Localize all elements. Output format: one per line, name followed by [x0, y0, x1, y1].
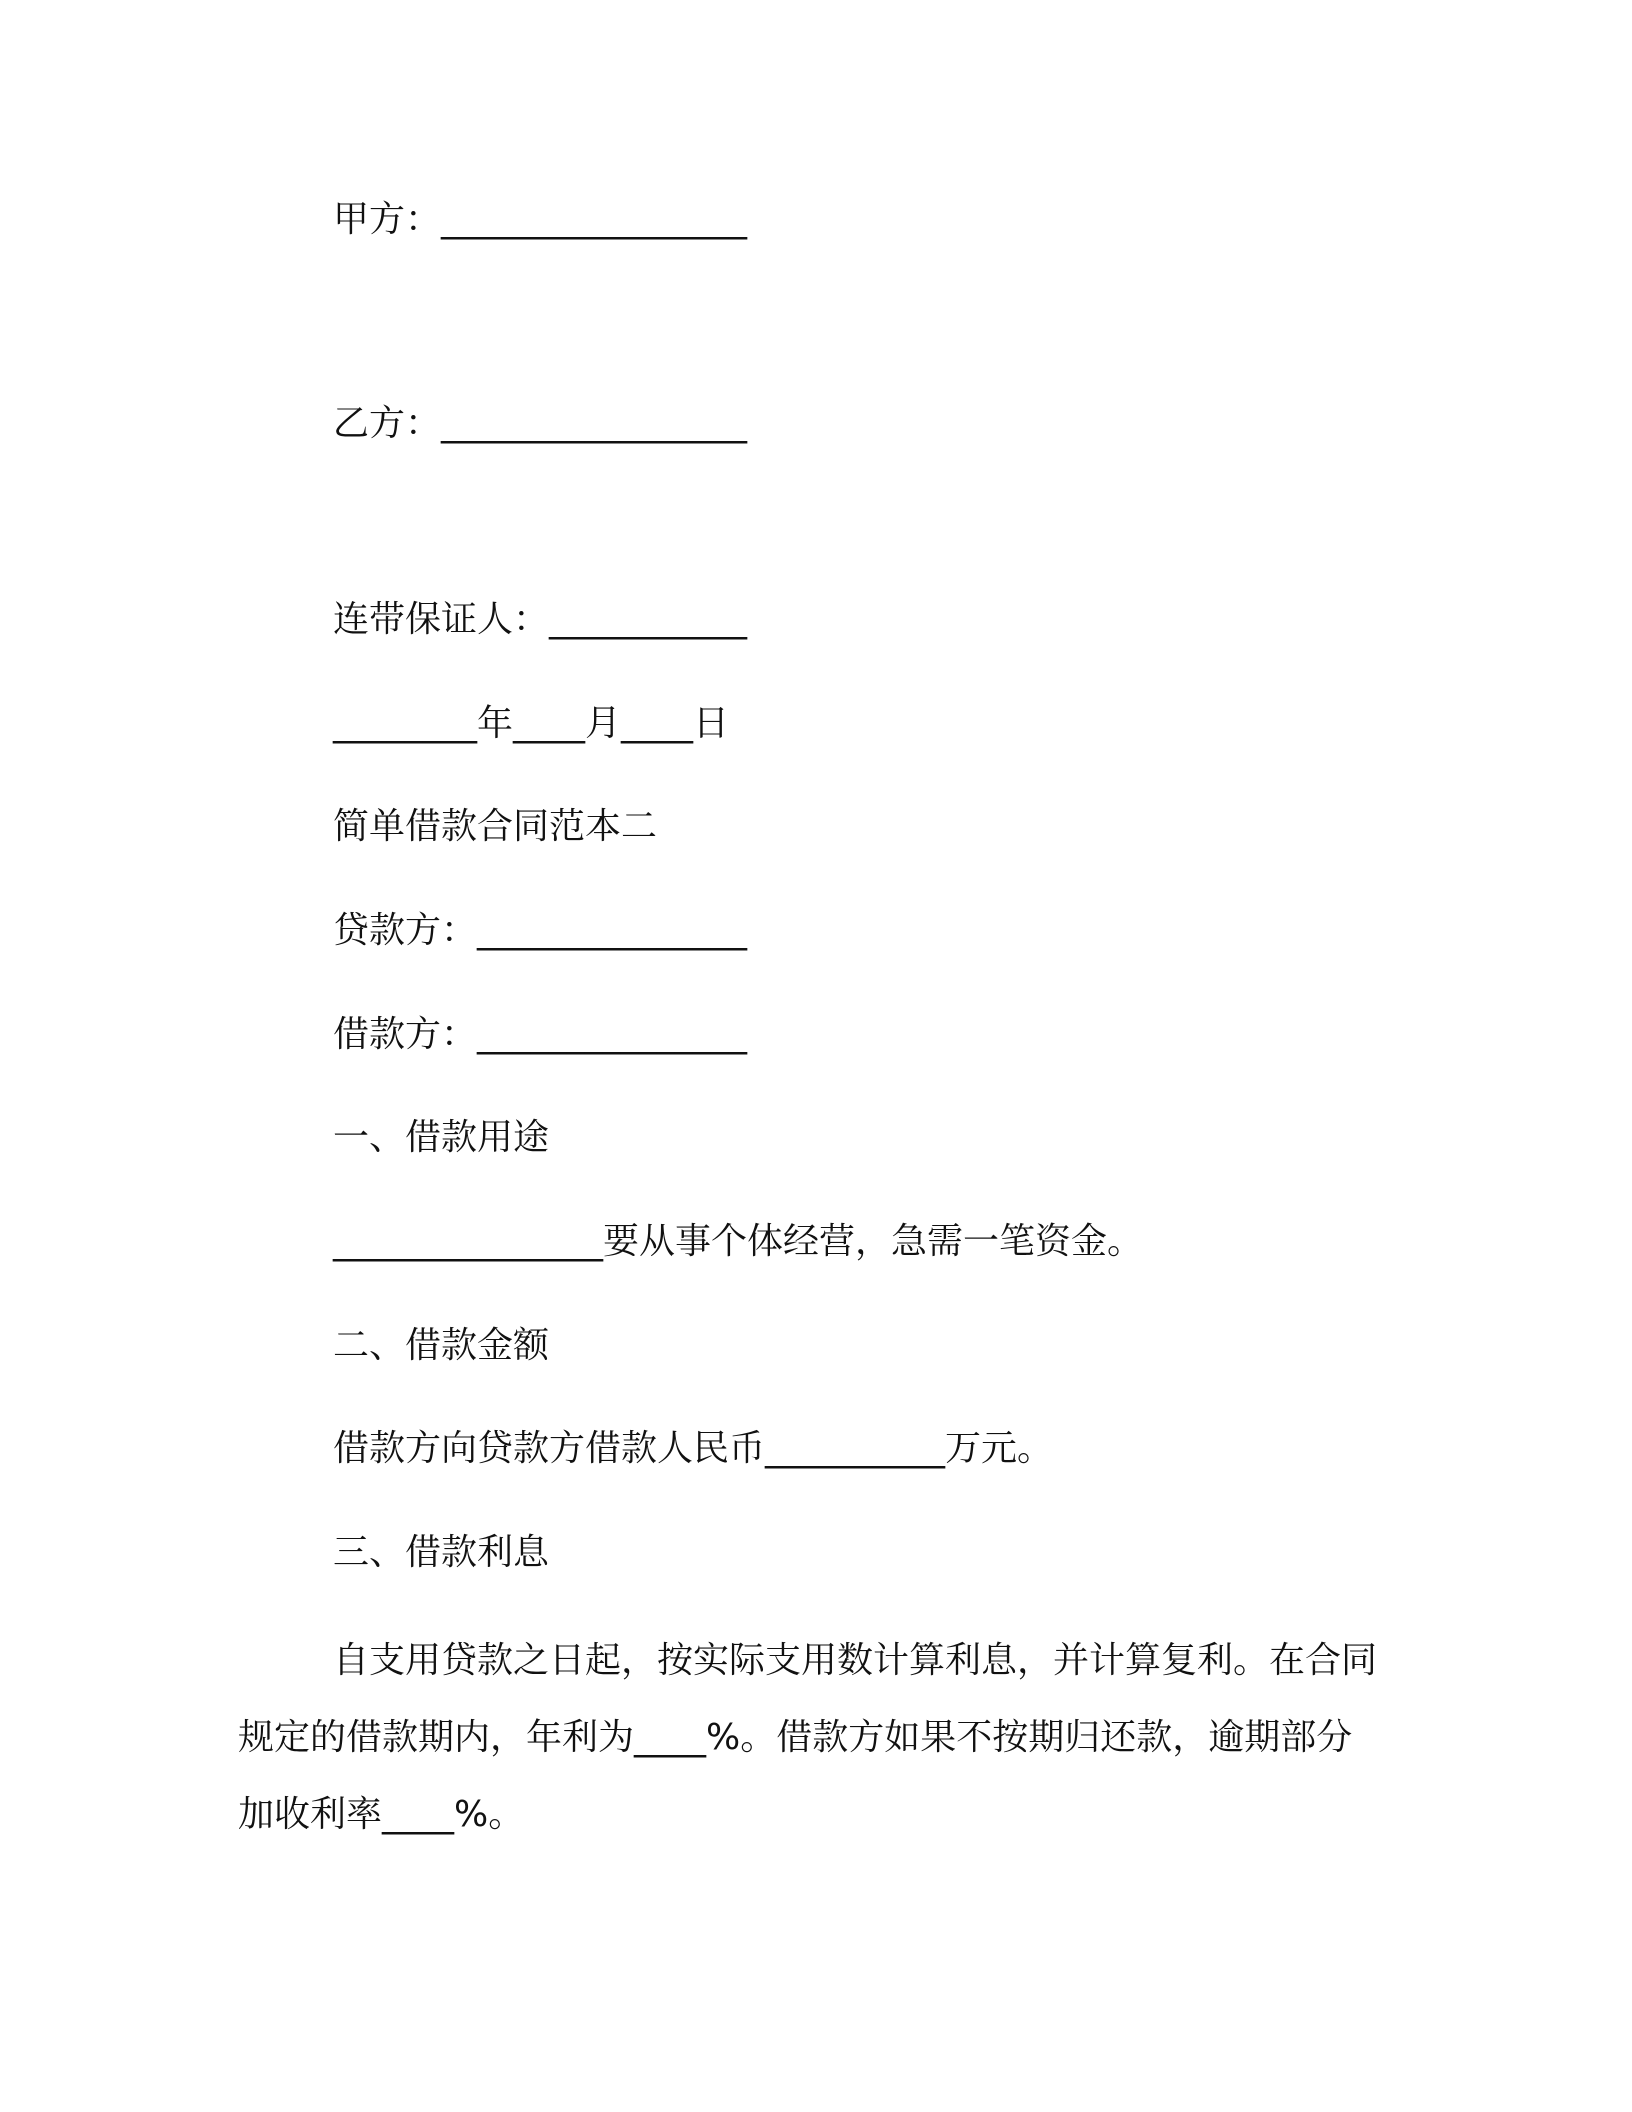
- guarantor-line: 连带保证人：___________: [333, 599, 748, 640]
- borrower-line: 借款方：_______________: [333, 1014, 748, 1055]
- document-title: 简单借款合同范本二: [333, 806, 658, 847]
- section3-heading: 三、借款利息: [333, 1532, 550, 1573]
- section2-text: 借款方向贷款方借款人民币__________万元。: [333, 1428, 1054, 1469]
- lender-line: 贷款方：_______________: [333, 910, 748, 951]
- date-line: ________年____月____日: [333, 703, 729, 744]
- section2-heading: 二、借款金额: [333, 1325, 550, 1366]
- party-b-line: 乙方：_________________: [333, 403, 748, 444]
- party-a-line: 甲方：_________________: [333, 199, 748, 240]
- section1-heading: 一、借款用途: [333, 1117, 550, 1158]
- section3-paragraph: 自支用贷款之日起，按实际支用数计算利息，并计算复利。在合同规定的借款期内，年利为____%。借款方如果不按期归还款，逾期部分加收利率____%。: [238, 1640, 1378, 1835]
- section1-text: _______________要从事个体经营，急需一笔资金。: [333, 1221, 1144, 1262]
